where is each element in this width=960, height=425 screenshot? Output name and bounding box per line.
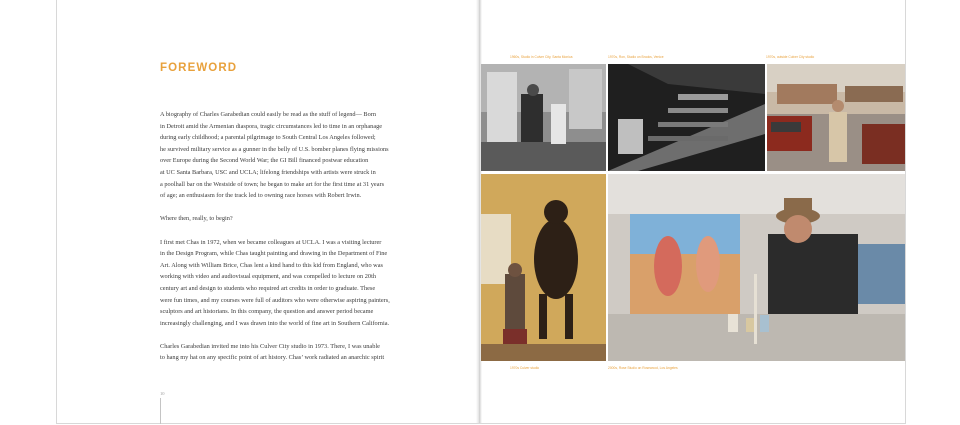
caption-photo-5: 2000s, Rose Studio on Rosewood, Los Angeles	[608, 366, 678, 370]
caption-photo-2: 1970s, Ron, Studio on Brooks, Venice	[608, 55, 664, 59]
paragraph-studio-visit: Charles Garabedian invited me into his Culver City studio in 1973. There, I was unable to hang my hat on any specific point of art history. Chas’ work radiated an anarchic spirit	[160, 342, 385, 362]
paragraph-biography: A biography of Charles Garabedian could easily be read as the stuff of legend— Born in Detroit amid the Armenian diaspora, tragic circumstances led to time in an orphanage during early childhood; a parental pilgrimage to South Central Los Angeles followed; he survived military service as a gunner in the belly of U.S. bomber planes flying missions over Europe during the Second World War; the GI Bill financed postwar education at UC Santa Barbara, USC and UCLA; lifelong friendships with artists were struck in a poolhall bar on the Westside of town; he began to make art for the first time at 31 years of age; an enthusiasm for the track led to owning race horses with Robert Irwin.	[160, 111, 389, 200]
photo-painting-wall	[481, 174, 606, 361]
photo-street-color	[767, 64, 905, 171]
photo-stairs-bw	[608, 64, 765, 171]
caption-photo-1: 1960s, Studio in Culver City, Santa Monica	[510, 55, 573, 59]
foreword-body	[160, 109, 430, 376]
page-number: 10	[160, 391, 165, 396]
caption-photo-4: 1970s Culver studio	[510, 366, 540, 370]
paragraph-question: Where then, really, to begin?	[160, 215, 233, 223]
caption-photo-3: 1970s, outside Culver City studio	[766, 55, 815, 59]
paragraph-first-meeting: I first met Chas in 1972, when we became colleagues at UCLA. I was a visiting lecturer in the Design Program, while Chas taught painting and drawing in the Department of Fine Art. Along with William Brice, Chas lent a kind hand to this kid from England, who was working with video and audiovisual equipment, and was compelled to lecture on 20th century art and design to students who required art credits in order to graduate. These were fun times, and my courses were full of auditors who were otherwise aspiring painters, sculptors and art historians. In this company, the question and answer period became increasingly challenging, and I was drawn into the world of fine art in Southern California.	[160, 238, 390, 327]
photo-studio-bw	[481, 64, 606, 171]
folio-rule	[160, 398, 161, 424]
photo-artist-studio	[608, 174, 905, 361]
foreword-heading: FOREWORD	[160, 62, 238, 74]
